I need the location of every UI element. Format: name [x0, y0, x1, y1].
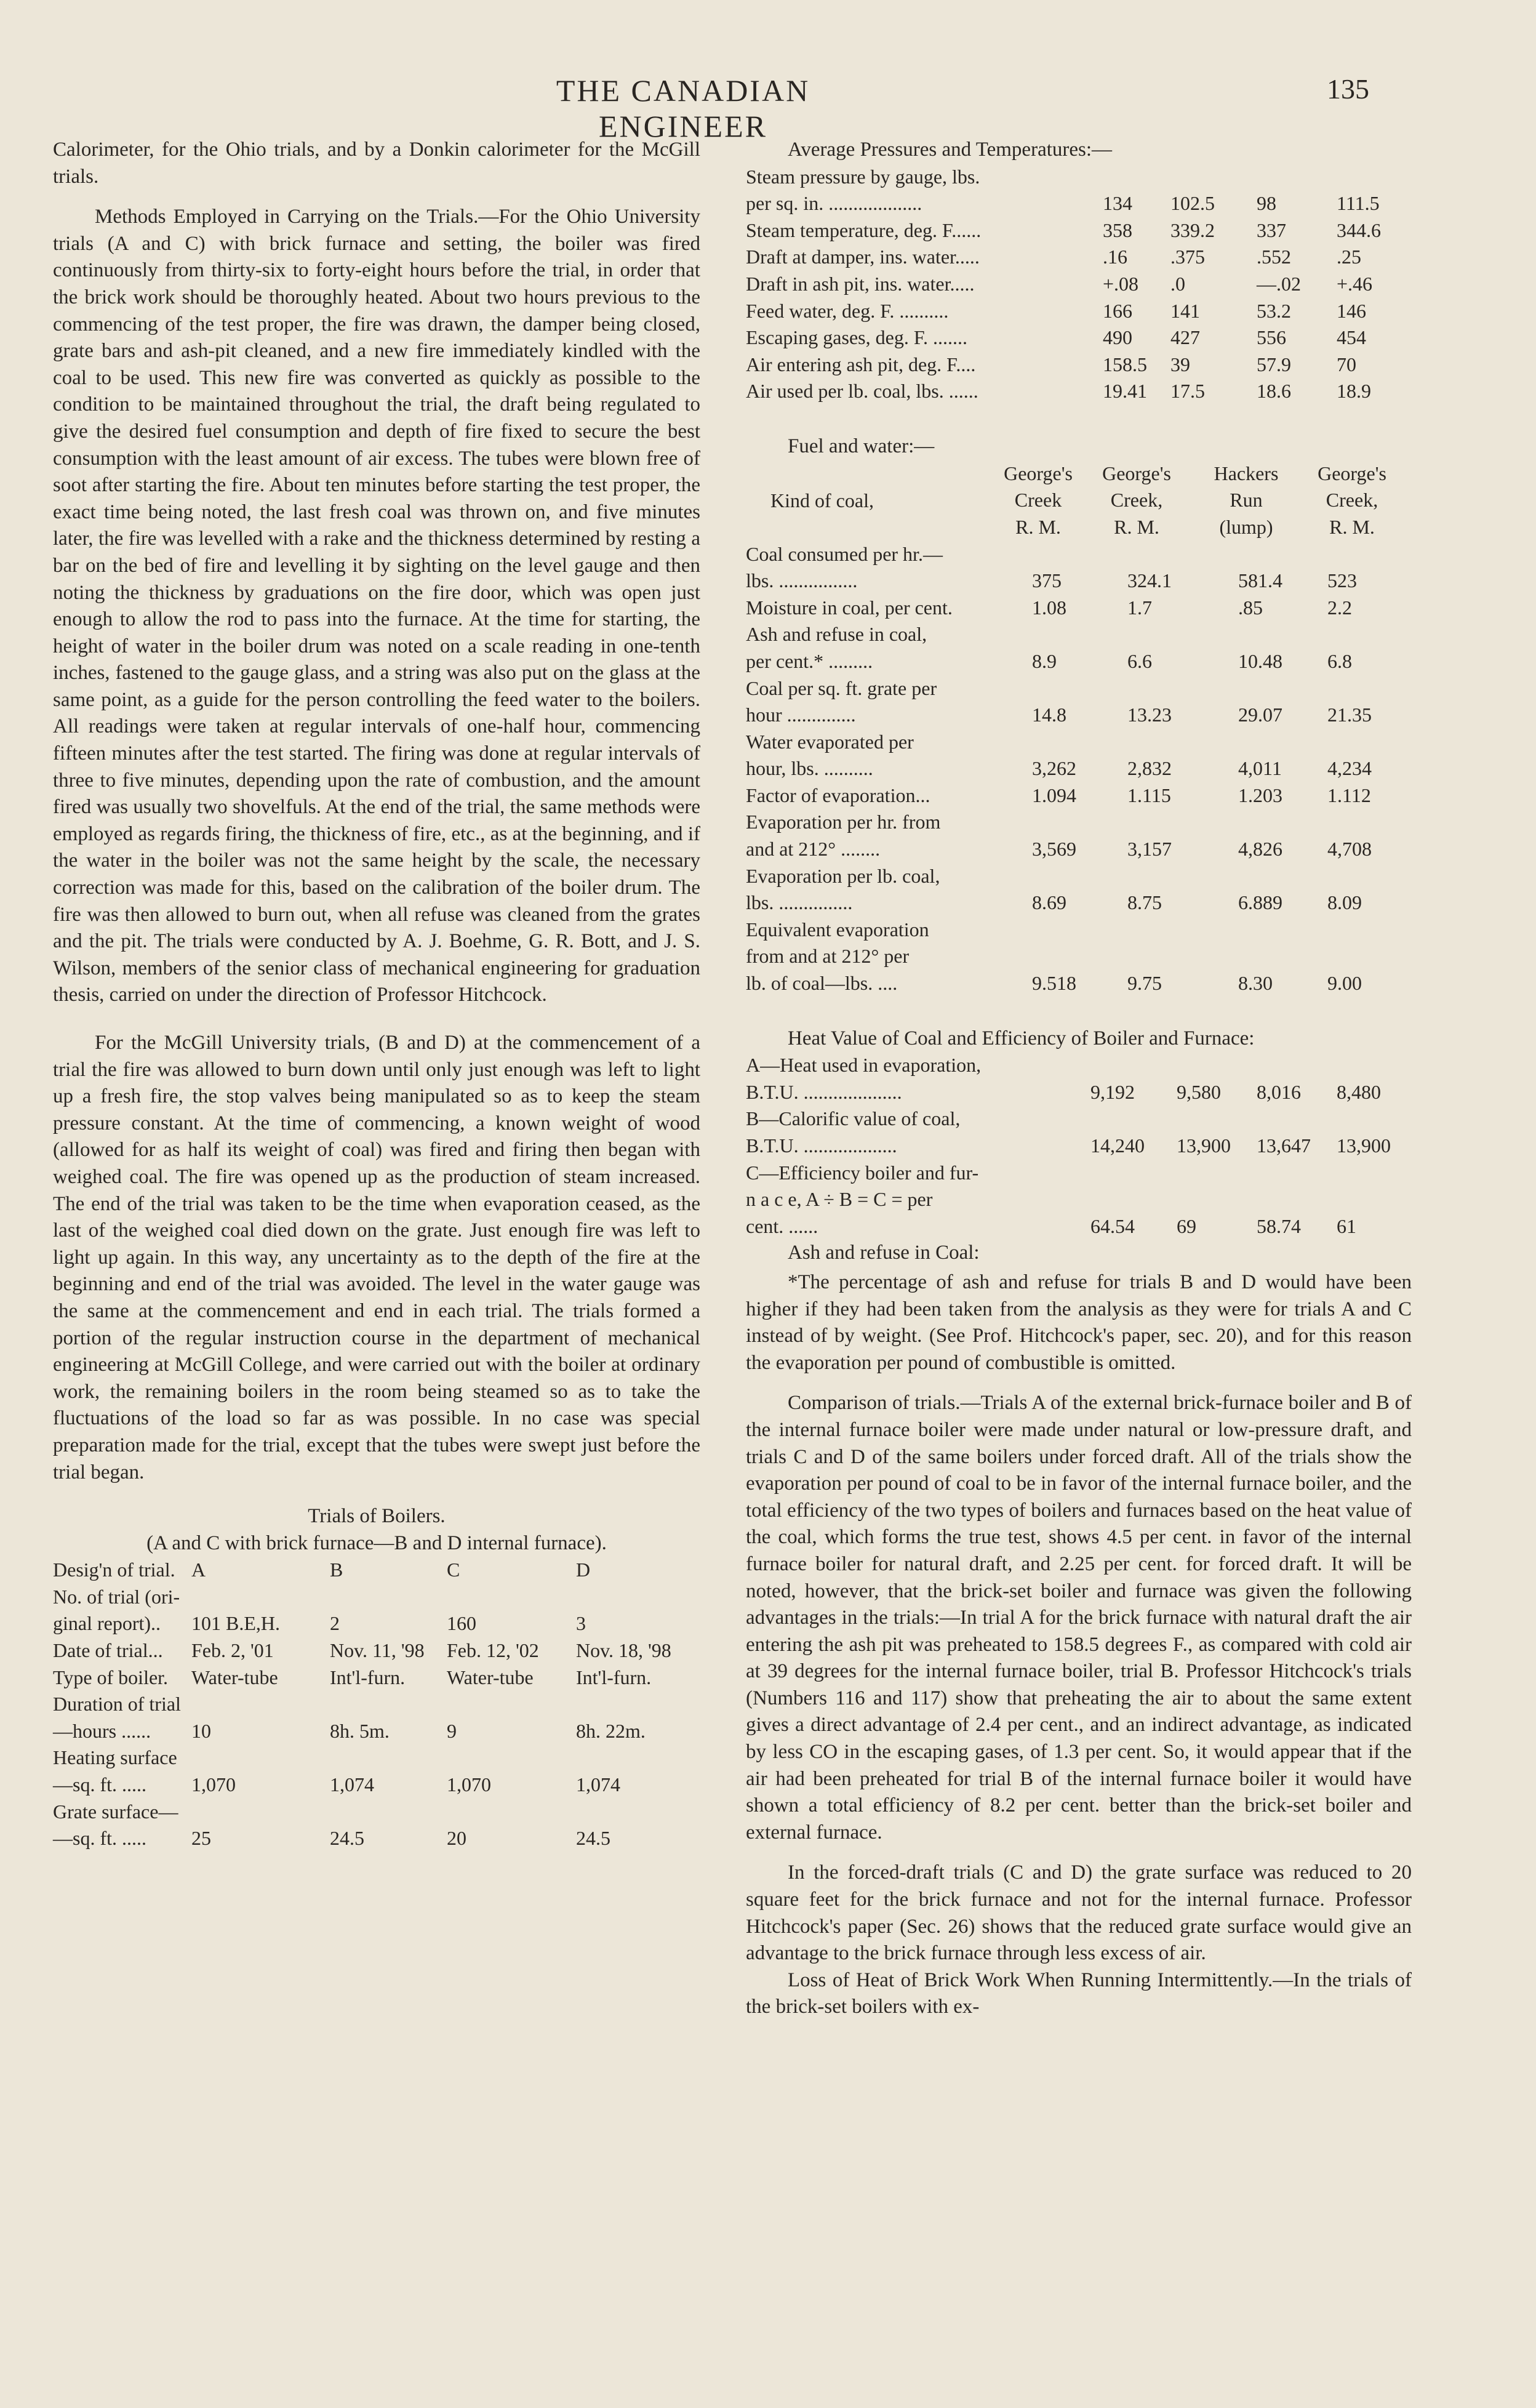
cell-d: 8,480: [1337, 1080, 1381, 1103]
row-label: per sq. in. ...................: [746, 192, 922, 215]
table-row: [746, 917, 1412, 944]
table-row: [746, 190, 1412, 217]
cell-d: 523: [1327, 569, 1357, 592]
page-number: 135: [1327, 73, 1369, 105]
table-row: [746, 1079, 1412, 1106]
row-label: B.T.U. ....................: [746, 1080, 902, 1103]
running-title: THE CANADIAN ENGINEER: [556, 73, 810, 143]
table-row: [746, 378, 1412, 405]
cell-d: 61: [1337, 1214, 1356, 1237]
cell-b: 339.2: [1170, 219, 1215, 241]
row-label: B.T.U. ...................: [746, 1134, 897, 1157]
cell-d: .25: [1337, 246, 1361, 268]
cell-d: 1.112: [1327, 784, 1371, 806]
row-label: n a c e, A ÷ B = C = per: [746, 1188, 933, 1211]
cell-c: Feb. 12, '02: [447, 1639, 539, 1662]
row-label: Type of boiler.: [53, 1666, 169, 1688]
cell-a: 1.08: [1032, 596, 1066, 619]
table-row: [746, 675, 1412, 702]
row-label: per cent.* .........: [746, 649, 873, 672]
cell-c: 10.48: [1238, 649, 1282, 672]
table-row: [746, 863, 1412, 890]
table-row: [53, 1610, 700, 1637]
cell-d: D: [576, 1559, 591, 1581]
cell-c: 4,826: [1238, 838, 1282, 861]
cell-d: 111.5: [1337, 192, 1380, 215]
pressures-table-title: Average Pressures and Temperatures:—: [788, 138, 1113, 161]
table-row: [53, 1718, 700, 1745]
cell-d: 4,234: [1327, 757, 1372, 780]
trials-table-title: Trials of Boilers.: [308, 1505, 446, 1528]
cell-b: .375: [1170, 246, 1205, 268]
table-row: [746, 298, 1412, 325]
row-label: C—Efficiency boiler and fur-: [746, 1161, 979, 1184]
cell-d: 18.9: [1337, 380, 1371, 403]
cell-b: 1.7: [1127, 596, 1152, 619]
row-label: No. of trial (ori-: [53, 1585, 180, 1608]
cell-b: B: [330, 1559, 343, 1581]
cell-b: 9,580: [1177, 1080, 1221, 1103]
cell-b: 69: [1177, 1214, 1196, 1237]
cell-d: +.46: [1337, 272, 1373, 295]
table-row: [746, 271, 1412, 298]
cell-c: 337: [1257, 219, 1286, 241]
fuel-col-header-c: Hackers Run (lump): [1214, 462, 1279, 538]
cell-a: Feb. 2, '01: [191, 1639, 274, 1662]
table-row: [746, 351, 1412, 379]
row-label: Factor of evaporation...: [746, 784, 930, 806]
cell-b: 24.5: [330, 1827, 364, 1850]
paragraph-forced-draft: In the forced-draft trials (C and D) the grate surface was reduced to 20 square feet for the brick furnace and not for the internal furnace. Professor Hitchcock's paper (Sec. 26) shows that the reduced grate surface would give an advantage to the brick furnace through less excess of air.: [746, 1861, 1412, 1965]
cell-b: 1.115: [1127, 784, 1171, 806]
table-row: [746, 621, 1412, 648]
cell-a: 10: [191, 1719, 211, 1742]
table-row: [53, 1664, 700, 1692]
cell-c: 29.07: [1238, 704, 1282, 726]
table-row: [53, 1637, 700, 1664]
paragraph-loss-of-heat: Loss of Heat of Brick Work When Running Intermittently.—In the trials of the brick-set boilers with ex-: [746, 1969, 1412, 2018]
row-label: Equivalent evaporation: [746, 918, 929, 941]
cell-b: 8h. 5m.: [330, 1719, 390, 1742]
row-label: A—Heat used in evaporation,: [746, 1054, 982, 1077]
cell-d: 24.5: [576, 1827, 610, 1850]
row-label: —sq. ft. .....: [53, 1773, 146, 1796]
cell-a: Water-tube: [191, 1666, 278, 1688]
table-row: [746, 244, 1412, 271]
cell-a: 8.69: [1032, 891, 1066, 914]
cell-c: 13,647: [1257, 1134, 1311, 1157]
cell-a: 9,192: [1090, 1080, 1135, 1103]
paragraph-footnote: *The percentage of ash and refuse for trials B and D would have been higher if they had been taken from the analysis as they were for trials A and C instead of by weight. (See Prof. Hitchcock's paper, sec. 20), and for this reason the evaporation per pound of combustible is omitted.: [746, 1270, 1412, 1374]
cell-b: 2,832: [1127, 757, 1172, 780]
cell-c: 53.2: [1257, 299, 1291, 322]
row-label: Air used per lb. coal, lbs. ......: [746, 380, 978, 403]
cell-c: 4,011: [1238, 757, 1282, 780]
cell-c: .85: [1238, 596, 1263, 619]
trials-table-body: [53, 1557, 700, 1852]
cell-a: 101 B.E,H.: [191, 1612, 280, 1635]
pressures-table-body: [746, 164, 1412, 405]
cell-b: 13,900: [1177, 1134, 1231, 1157]
heat-table: [746, 1025, 1412, 1267]
row-label: Draft in ash pit, ins. water.....: [746, 272, 975, 295]
cell-d: 3: [576, 1612, 586, 1635]
table-row: [53, 1584, 700, 1611]
table-row: [746, 1106, 1412, 1133]
table-row: [746, 648, 1412, 675]
cell-c: C: [447, 1559, 460, 1581]
row-label: Steam temperature, deg. F......: [746, 219, 982, 241]
row-label: and at 212° ........: [746, 838, 881, 861]
pressures-table: [746, 137, 1412, 405]
table-row: [53, 1825, 700, 1852]
row-label: B—Calorific value of coal,: [746, 1107, 961, 1130]
cell-b: Int'l-furn.: [330, 1666, 406, 1688]
row-label: hour, lbs. ..........: [746, 757, 873, 780]
table-row: [746, 836, 1412, 863]
row-label: Water evaporated per: [746, 730, 914, 753]
fuel-table-body: [746, 541, 1412, 997]
cell-c: 160: [447, 1612, 476, 1635]
table-row: [746, 782, 1412, 809]
paragraph-comparison: Comparison of trials.—Trials A of the external brick-furnace boiler and B of the internal furnace boiler were made under natural or low-pressure draft, and trials C and D of the same boilers under forced draft. All of the trials show the evaporation per pound of coal to be in favor of the internal furnace boiler, and the total efficiency of the two types of boilers and furnaces based on the heat value of the coal, which forms the true test, shows 4.5 per cent. in favor of the internal furnace boiler for natural draft, and 2.25 per cent. for forced draft. It will be noted, however, that the brick-set boiler and furnace was given the following advantages in the trials:—In trial A for the brick furnace with natural draft the air entering the ash pit was preheated to 158.5 degrees F., as compared with cold air at 39 degrees for the internal furnace boiler, trial B. Professor Hitchcock's trials (Numbers 116 and 117) show that preheating the air to about the same extent gives a direct advantage of 2.4 per cent., and an indirect advantage, as indicated by less CO in the escaping gases, of 1.3 per cent. So, it would appear that if the air had been preheated for trial B of the internal furnace boiler it would have shown a total efficiency of 8.2 per cent. better than the brick-set boiler and external furnace.: [746, 1392, 1412, 1844]
cell-a: A: [191, 1559, 206, 1581]
row-label: from and at 212° per: [746, 945, 910, 968]
cell-c: —.02: [1257, 272, 1301, 295]
right-column: [746, 137, 1412, 2021]
cell-d: 9.00: [1327, 972, 1362, 995]
cell-d: 1,074: [576, 1773, 620, 1796]
cell-a: 9.518: [1032, 972, 1076, 995]
table-row: [746, 889, 1412, 917]
cell-c: 556: [1257, 326, 1286, 349]
table-row: [746, 595, 1412, 622]
cell-b: 17.5: [1170, 380, 1205, 403]
table-row: [53, 1772, 700, 1799]
row-label: Air entering ash pit, deg. F....: [746, 353, 976, 375]
cell-c: Water-tube: [447, 1666, 534, 1688]
row-label: —sq. ft. .....: [53, 1827, 146, 1850]
cell-a: 1,070: [191, 1773, 236, 1796]
cell-c: 20: [447, 1827, 466, 1850]
table-row: [746, 970, 1412, 997]
row-label: lbs. ................: [746, 569, 858, 592]
row-label: Coal consumed per hr.—: [746, 542, 943, 565]
cell-c: 581.4: [1238, 569, 1282, 592]
table-row: [746, 702, 1412, 729]
table-row: [746, 324, 1412, 351]
row-label: Coal per sq. ft. grate per: [746, 676, 937, 699]
cell-c: 98: [1257, 192, 1276, 215]
fuel-col-header-b: George's Creek, R. M.: [1102, 462, 1171, 538]
cell-d: 146: [1337, 299, 1366, 322]
row-label: Feed water, deg. F. ..........: [746, 299, 949, 322]
row-label: Grate surface—: [53, 1800, 178, 1823]
table-row: [746, 164, 1412, 191]
cell-a: +.08: [1103, 272, 1139, 295]
trials-table-subtitle: (A and C with brick furnace—B and D internal furnace).: [146, 1531, 607, 1554]
fuel-table-title: Fuel and water:—: [788, 435, 935, 457]
cell-a: 14.8: [1032, 704, 1066, 726]
table-row: [746, 217, 1412, 244]
cell-b: Nov. 11, '98: [330, 1639, 425, 1662]
row-label: —hours ......: [53, 1719, 151, 1742]
cell-c: 18.6: [1257, 380, 1291, 403]
heat-table-body: [746, 1052, 1412, 1240]
cell-d: 2.2: [1327, 596, 1352, 619]
cell-c: .552: [1257, 246, 1291, 268]
row-label: hour ..............: [746, 704, 856, 726]
cell-d: 4,708: [1327, 838, 1372, 861]
cell-b: .0: [1170, 272, 1185, 295]
cell-a: 64.54: [1090, 1214, 1135, 1237]
row-label: Steam pressure by gauge, lbs.: [746, 165, 980, 188]
cell-b: 8.75: [1127, 891, 1162, 914]
table-row: [53, 1799, 700, 1826]
table-row: [746, 541, 1412, 568]
cell-c: 58.74: [1257, 1214, 1301, 1237]
table-row: [746, 1160, 1412, 1187]
table-row: [746, 729, 1412, 756]
cell-d: 13,900: [1337, 1134, 1391, 1157]
cell-a: 3,262: [1032, 757, 1076, 780]
table-row: [746, 1052, 1412, 1079]
cell-d: Nov. 18, '98: [576, 1639, 671, 1662]
cell-d: 8.09: [1327, 891, 1362, 914]
cell-a: 8.9: [1032, 649, 1057, 672]
cell-c: 6.889: [1238, 891, 1282, 914]
row-label: Desig'n of trial.: [53, 1559, 175, 1581]
fuel-col-header-d: George's Creek, R. M.: [1318, 462, 1386, 538]
fuel-table: [746, 433, 1412, 997]
table-row: [53, 1557, 700, 1584]
cell-b: 141: [1170, 299, 1200, 322]
cell-d: 6.8: [1327, 649, 1352, 672]
row-label: cent. ......: [746, 1214, 818, 1237]
row-label: Ash and refuse in coal,: [746, 623, 927, 646]
table-row: [746, 1133, 1412, 1160]
table-row: [746, 568, 1412, 595]
table-row: [746, 1213, 1412, 1240]
heat-table-title: Heat Value of Coal and Efficiency of Boiler and Furnace:: [788, 1027, 1255, 1049]
cell-c: 1.203: [1238, 784, 1282, 806]
cell-b: 3,157: [1127, 838, 1172, 861]
cell-a: .16: [1103, 246, 1127, 268]
cell-c: 57.9: [1257, 353, 1291, 375]
row-label: Duration of trial: [53, 1693, 181, 1716]
cell-b: 427: [1170, 326, 1200, 349]
cell-a: 158.5: [1103, 353, 1147, 375]
row-label: Date of trial...: [53, 1639, 163, 1662]
cell-b: 1,074: [330, 1773, 374, 1796]
cell-c: 1,070: [447, 1773, 491, 1796]
table-row: [746, 809, 1412, 836]
cell-d: 344.6: [1337, 219, 1381, 241]
trials-table: [53, 1503, 700, 1852]
left-column: [53, 137, 700, 1852]
cell-a: 134: [1103, 192, 1132, 215]
row-label: Heating surface: [53, 1746, 177, 1769]
table-row: [746, 755, 1412, 782]
cell-c: 8.30: [1238, 972, 1273, 995]
paragraph-ohio-methods: Methods Employed in Carrying on the Trials.—For the Ohio University trials (A and C) with brick furnace and setting, the boiler was fired continuously from thirty-six to forty-eight hours before the trial, in order that the brick work should be thoroughly heated. About two hours previous to the commencing of the test proper, the fire was drawn, the damper being closed, grate bars and ash-pit cleaned, and a new fire immediately kindled with the coal to be used. This new fire was converted as quickly as possible to the condition to be maintained throughout the trial, the draft being regulated to give the desired fuel consumption and depth of fire fixed to secure the best consumption with the least amount of air excess. The tubes were blown free of soot after starting the fire. About ten minutes before starting the test proper, the exact time being noted, the last fresh coal was thrown on, and five minutes later, the fire was levelled with a rake and the thickness determined by resting a bar on the bed of fire and levelling it by sighting on the level gauge and then noting the thickness by graduations on the fire door, which was open just enough to allow the rod to pass into the furnace. At the time for starting, the height of water in the boiler drum was noted on a scale reading in one-tenth inches, fastened to the gauge glass, and a string was also put on the glass at the same point, as a guide for the person controlling the feed water to the boilers. All readings were taken at regular intervals of one-half hour, commencing fifteen minutes after the test started. The firing was done at regular intervals of three to five minutes, depending upon the rate of combustion, and the amount fired was usually two shovelfuls. At the end of the trial, the same methods were employed as regards firing, the thickness of fire, etc., as at the beginning, and if the water in the boiler was not the same height by the scale, the necessary correction was made for this, based on the calibration of the boiler drum. The fire was then allowed to burn out, when all refuse was cleaned from the grates and the pit. The trials were conducted by A. J. Boehme, G. R. Bott, and J. S. Wilson, members of the senior class of mechanical engineering for graduation thesis, carried on under the direction of Professor Hitchcock.: [53, 206, 700, 1006]
cell-a: 3,569: [1032, 838, 1076, 861]
cell-a: 25: [191, 1827, 211, 1850]
cell-b: 6.6: [1127, 649, 1152, 672]
cell-b: 13.23: [1127, 704, 1172, 726]
cell-a: 375: [1032, 569, 1062, 592]
fuel-col-header-a: George's Creek R. M.: [1004, 462, 1073, 538]
paragraph-mcgill-methods: For the McGill University trials, (B and D) at the commencement of a trial the fire was allowed to burn down until only just enough was left to light up a fresh fire, the stop valves being manipulated so as to keep the steam pressure constant. At the time of commencing, a known weight of wood (allowed for as half its weight of coal) was fired and firing then began with weighed coal. The fire was opened up as the production of steam increased. The end of the trial was taken to be the time when evaporation ceased, as the last of the weighed coal died down on the grate. Just enough fire was left to light up again. In this way, any uncertainty as to the depth of the fire at the beginning and end of the trial was avoided. The level in the water gauge was the same at the commencement and end in each trial. The trials formed a portion of the regular instruction course in the department of mechanical engineering at McGill College, and were carried out with the boiler at ordinary work, the remaining boilers in the room being steamed so as to take the fluctuations of the load so far as was possible. In no case was special preparation made for the trial, except that the tubes were swept just before the trial began.: [53, 1032, 700, 1483]
row-label: lb. of coal—lbs. ....: [746, 972, 898, 995]
heat-table-footer: Ash and refuse in Coal:: [788, 1242, 980, 1264]
paragraph-calorimeter: Calorimeter, for the Ohio trials, and by a Donkin calorimeter for the McGill trials.: [53, 138, 700, 188]
cell-b: 39: [1170, 353, 1190, 375]
cell-d: 8h. 22m.: [576, 1719, 646, 1742]
cell-b: 324.1: [1127, 569, 1172, 592]
cell-a: 1.094: [1032, 784, 1076, 806]
row-label: Evaporation per lb. coal,: [746, 864, 940, 887]
row-label: Escaping gases, deg. F. .......: [746, 326, 968, 349]
row-label: lbs. ...............: [746, 891, 853, 914]
row-label: Moisture in coal, per cent.: [746, 596, 953, 619]
cell-d: 21.35: [1327, 704, 1372, 726]
fuel-table-header: [746, 460, 1412, 541]
table-row: [53, 1744, 700, 1772]
cell-a: 19.41: [1103, 380, 1147, 403]
cell-c: 9: [447, 1719, 457, 1742]
cell-d: 454: [1337, 326, 1366, 349]
cell-c: 8,016: [1257, 1080, 1301, 1103]
cell-a: 14,240: [1090, 1134, 1145, 1157]
table-row: [746, 1186, 1412, 1213]
kind-of-coal-label: Kind of coal,: [770, 489, 874, 512]
table-row: [53, 1691, 700, 1718]
row-label: Evaporation per hr. from: [746, 811, 941, 833]
row-label: Draft at damper, ins. water.....: [746, 246, 980, 268]
cell-d: Int'l-furn.: [576, 1666, 652, 1688]
cell-b: 9.75: [1127, 972, 1162, 995]
cell-b: 102.5: [1170, 192, 1215, 215]
cell-b: 2: [330, 1612, 340, 1635]
cell-d: 70: [1337, 353, 1356, 375]
row-label: ginal report)..: [53, 1612, 161, 1635]
cell-a: 490: [1103, 326, 1132, 349]
cell-a: 166: [1103, 299, 1132, 322]
table-row: [746, 943, 1412, 970]
cell-a: 358: [1103, 219, 1132, 241]
